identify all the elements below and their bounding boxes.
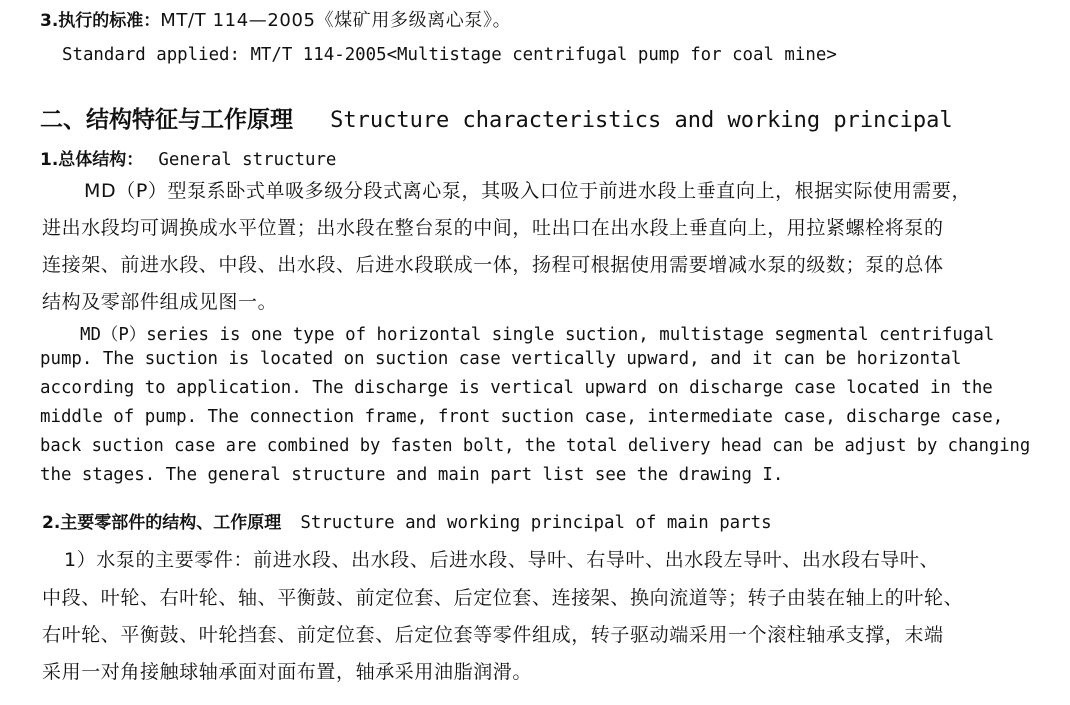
main-parts-label xyxy=(42,508,772,533)
section-heading xyxy=(40,101,953,134)
standard-cn-label: 3.执行的标准： xyxy=(40,11,161,31)
main-parts-cn-line-1: 1）水泵的主要零件：前进水段、出水段、后进水段、导叶、右导叶、出水段左导叶、出水段右导叶、 xyxy=(64,549,940,571)
main-parts-label-en: Structure and working principal of main parts xyxy=(300,513,772,533)
general-structure-label xyxy=(40,145,336,170)
main-parts-cn-line-4: 采用一对角接触球轴承面对面布置，轴承采用油脂润滑。 xyxy=(42,661,533,683)
general-en-line-2: pump. The suction is located on suction case vertically upward, and it can be horizontal xyxy=(40,349,962,369)
general-en-line-1: MD（P）series is one type of horizontal single suction, multistage segmental centrifugal xyxy=(80,325,995,345)
general-en-line-4: middle of pump. The connection frame, front suction case, intermediate case, discharge case, xyxy=(40,407,1004,427)
general-en-line-6: the stages. The general structure and main part list see the drawing I. xyxy=(40,465,784,485)
general-cn-line-3: 连接架、前进水段、中段、出水段、后进水段联成一体，扬程可根据使用需要增减水泵的级数；泵的总体 xyxy=(42,254,944,276)
section-heading-en: Structure characteristics and working principal xyxy=(330,108,953,133)
general-en-line-3: according to application. The discharge is vertical upward on discharge case located in the xyxy=(40,378,993,398)
main-parts-label-cn: 2.主要零部件的结构、工作原理 xyxy=(42,513,282,533)
general-label-cn: 1.总体结构： xyxy=(40,150,144,170)
general-cn-line-1: MD（P）型泵系卧式单吸多级分段式离心泵，其吸入口位于前进水段上垂直向上，根据实际使用需要， xyxy=(84,180,972,202)
general-cn-line-4: 结构及零部件组成见图一。 xyxy=(42,291,278,313)
main-parts-cn-line-3: 右叶轮、平衡鼓、叶轮挡套、前定位套、后定位套等零件组成，转子驱动端采用一个滚柱轴承支撑，末端 xyxy=(42,624,944,646)
general-en-line-5: back suction case are combined by fasten bolt, the total delivery head can be adjust by changing xyxy=(40,436,1031,456)
section-heading-cn: 二、结构特征与工作原理 xyxy=(40,107,293,133)
standard-cn-line xyxy=(40,6,511,32)
general-cn-line-2: 进出水段均可调换成水平位置；出水段在整台泵的中间，吐出口在出水段上垂直向上，用拉紧螺栓将泵的 xyxy=(42,217,944,239)
general-label-en: General structure xyxy=(158,150,337,170)
standard-cn-value: MT/T 114—2005《煤矿用多级离心泵》。 xyxy=(160,10,512,31)
standard-en-line: Standard applied: MT/T 114-2005<Multistage centrifugal pump for coal mine> xyxy=(62,45,837,65)
main-parts-cn-line-2: 中段、叶轮、右叶轮、轴、平衡鼓、前定位套、后定位套、连接架、换向流道等；转子由装在轴上的叶轮、 xyxy=(42,587,964,609)
